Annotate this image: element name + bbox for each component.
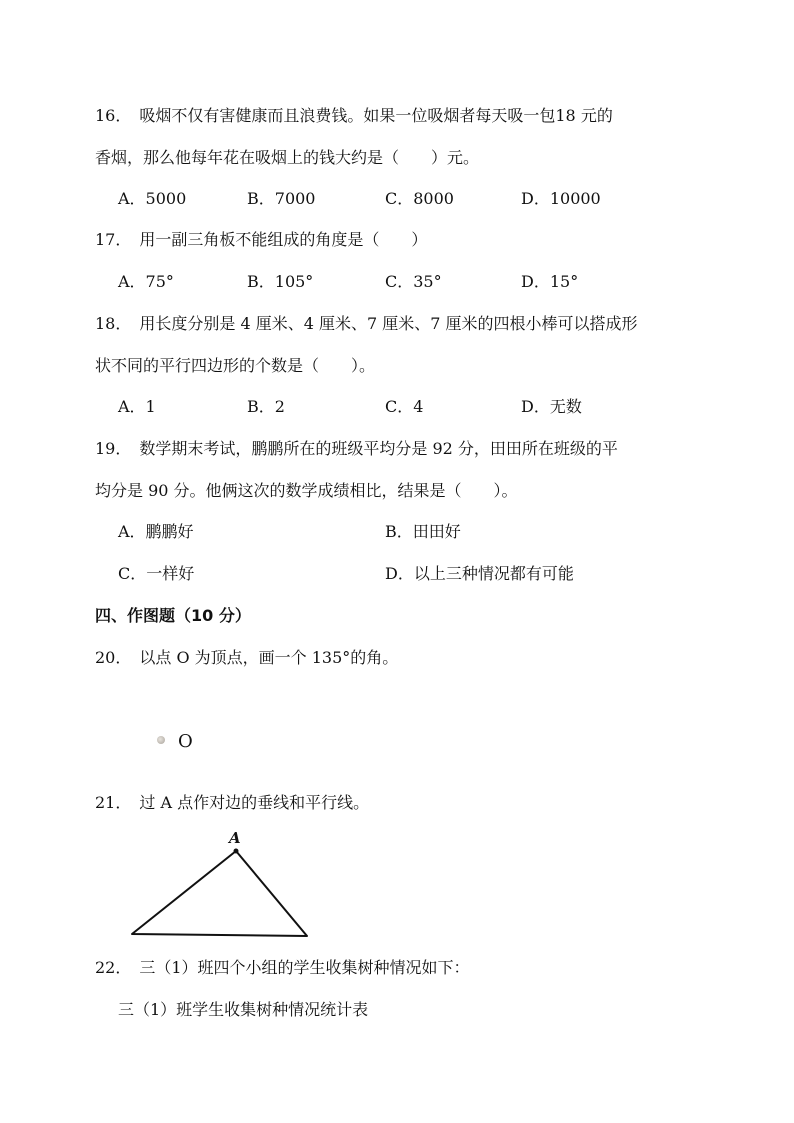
q16-number: 16． [95, 106, 132, 125]
q17-text-line1: 用一副三角板不能组成的角度是（ ） [139, 230, 428, 249]
q19-number: 19． [95, 439, 132, 458]
q22-text: 三（1）班四个小组的学生收集树种情况如下： [139, 958, 470, 977]
q16-line1 [95, 106, 613, 126]
section-4-title: 四、作图题（10 分） [95, 606, 251, 625]
point-o-label: O [178, 731, 193, 752]
q19-line1 [95, 439, 618, 459]
q18-option-c: C．4 [385, 397, 424, 416]
q18-text-line1: 用长度分别是 4 厘米、4 厘米、7 厘米、7 厘米的四根小棒可以搭成形 [139, 314, 638, 333]
q18-option-a: A．1 [118, 397, 156, 416]
q18-option-d: D．无数 [521, 397, 582, 416]
q22-table-caption: 三（1）班学生收集树种情况统计表 [118, 1000, 369, 1019]
q19-option-c: C．一样好 [118, 564, 195, 583]
q16-option-c: C．8000 [385, 189, 454, 208]
q19-option-b: B．田田好 [385, 522, 461, 541]
q17-option-a: A．75° [118, 272, 174, 291]
q19-option-a: A．鹏鹏好 [118, 522, 194, 541]
point-o-dot [157, 736, 165, 744]
q17-option-b: B．105° [247, 272, 314, 291]
triangle-shape [132, 851, 307, 936]
q18-line1 [95, 314, 638, 334]
q17-line1 [95, 230, 427, 250]
q17-number: 17． [95, 230, 132, 249]
q22-line [95, 958, 470, 978]
q16-option-d: D．10000 [521, 189, 601, 208]
q19-option-d: D．以上三种情况都有可能 [385, 564, 574, 583]
q16-text-line1: 吸烟不仅有害健康而且浪费钱。如果一位吸烟者每天吸一包18 元的 [139, 106, 613, 125]
q20-line [95, 648, 398, 668]
q19-text-line2: 均分是 90 分。他俩这次的数学成绩相比，结果是（ ）。 [95, 481, 518, 500]
q16-option-a: A．5000 [118, 189, 187, 208]
vertex-a-dot [234, 849, 239, 854]
q17-option-d: D．15° [521, 272, 579, 291]
q20-text: 以点 O 为顶点，画一个 135°的角。 [139, 648, 399, 667]
q16-option-b: B．7000 [247, 189, 316, 208]
q18-number: 18． [95, 314, 132, 333]
q18-text-line2: 状不同的平行四边形的个数是（ ）。 [95, 356, 376, 375]
vertex-a-label: A [229, 829, 241, 847]
q21-line [95, 793, 369, 813]
q16-text-line2: 香烟，那么他每年花在吸烟上的钱大约是（ ）元。 [95, 148, 480, 167]
q21-text: 过 A 点作对边的垂线和平行线。 [139, 793, 370, 812]
q21-number: 21． [95, 793, 132, 812]
q17-option-c: C．35° [385, 272, 442, 291]
triangle-figure [125, 825, 325, 945]
q19-text-line1: 数学期末考试，鹏鹏所在的班级平均分是 92 分，田田所在班级的平 [139, 439, 618, 458]
q22-number: 22． [95, 958, 132, 977]
q20-number: 20． [95, 648, 132, 667]
q18-option-b: B．2 [247, 397, 285, 416]
